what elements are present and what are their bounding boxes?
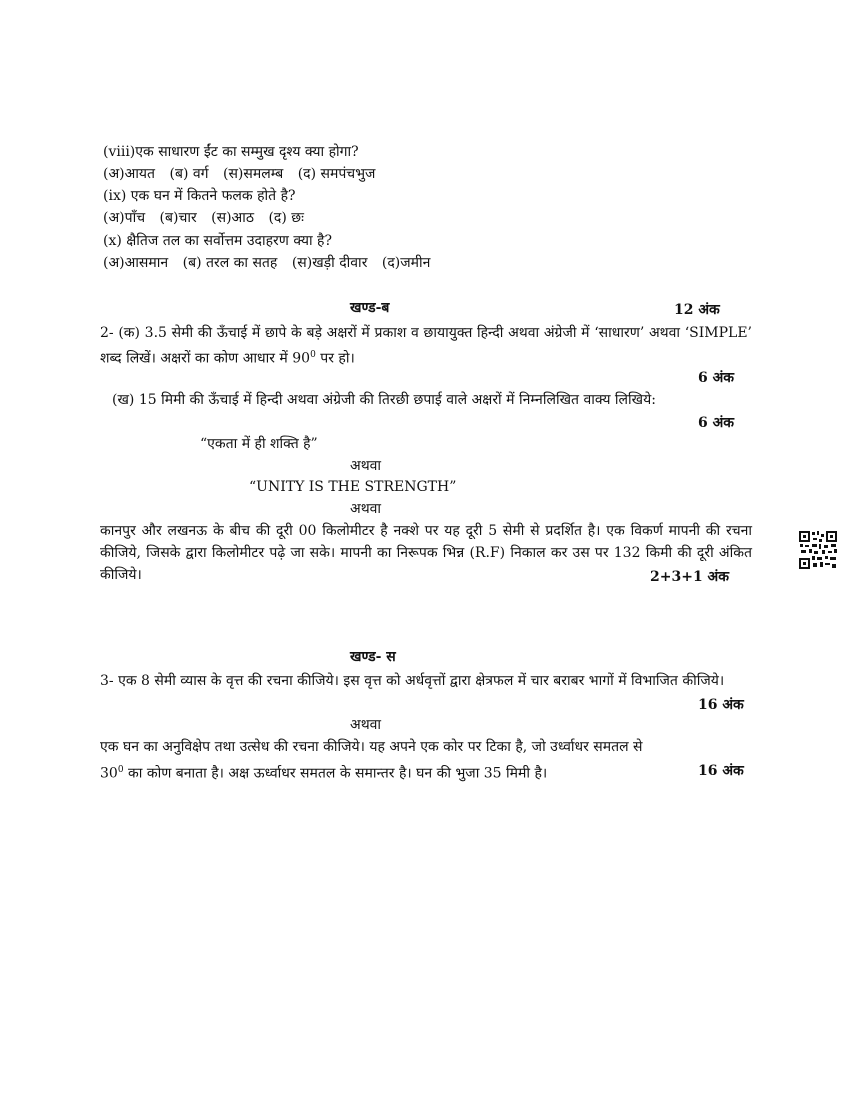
option-a: (अ)आयत — [103, 166, 156, 182]
or-label: अथवा — [350, 717, 382, 733]
option-d: (द) समपंचभुज — [297, 166, 376, 182]
option-b: (ब)चार — [159, 210, 197, 226]
option-d: (द)जमीन — [381, 255, 431, 271]
question-3a: 3- एक 8 सेमी व्यास के वृत्त की रचना कीजिये। इस वृत्त को अर्धवृत्तों द्वारा क्षेत्रफल में चार बराबर भागों में विभाजित कीजिये। — [100, 673, 725, 689]
qr-code-icon — [798, 530, 838, 570]
option-b: (ब) तरल का सतह — [182, 255, 278, 271]
question-text: (viii)एक साधारण ईंट का सम्मुख दृश्य क्या होगा? — [103, 144, 359, 160]
question-3a-marks: 16 अंक — [698, 697, 744, 713]
question-9-options — [103, 209, 314, 227]
question-text: (ix) एक घन में कितने फलक होते है? — [103, 188, 296, 204]
question-3b-line-1: एक घन का अनुविक्षेप तथा उत्सेध की रचना कीजिये। यह अपने एक कोर पर टिका है, जो उर्ध्वाधर समतल से — [100, 739, 643, 755]
option-c: (स)खड़ी दीवार — [291, 255, 368, 271]
question-9 — [103, 187, 296, 205]
question-2c: कानपुर और लखनऊ के बीच की दूरी 00 किलोमीटर है नक्शे पर यह दूरी 5 सेमी से प्रदर्शित है। एक विकर्ण मापनी की रचना कीजिये, जिसके द्वारा किलोमीटर पढ़े जा सके। मापनी का निरूपक भिन्न (R.F) निकाल कर उस पर 132 किमी की दूरी अंकित कीजिये। — [100, 523, 752, 583]
question-8-options — [103, 165, 385, 183]
question-10 — [103, 232, 332, 250]
superscript-degree: 0 — [310, 350, 316, 360]
or-label: अथवा — [350, 458, 382, 474]
english-sentence: “UNITY IS THE STRENGTH” — [249, 479, 457, 495]
section-b-heading: खण्ड-ब — [350, 300, 390, 316]
option-c: (स)समलम्ब — [222, 166, 284, 182]
question-2a: 2- (क) 3.5 सेमी की ऊँचाई में छापे के बड़े अक्षरों में प्रकाश व छायायुक्त हिन्दी अथवा अंग्रेजी में ‘साधारण’ अथवा ‘SIMPLE’ शब्द लिखें। अक्षरों का कोण आधार में $90^0$ पर हो। — [100, 325, 752, 367]
question-2b-marks: 6 अंक — [698, 415, 735, 431]
option-b: (ब) वर्ग — [169, 166, 209, 182]
question-3b-line-2: $30^0$ का कोण बनाता है। अक्ष ऊर्ध्वाधर समतल के समान्तर है। घन की भुजा 35 मिमी है। — [100, 765, 548, 782]
or-label: अथवा — [350, 501, 382, 517]
option-a: (अ)पाँच — [103, 210, 146, 226]
hindi-sentence: “एकता में ही शक्ति है” — [200, 436, 318, 452]
question-2a-marks: 6 अंक — [698, 370, 735, 386]
question-2c-marks: 2+3+1 अंक — [650, 569, 730, 585]
question-2b: (ख) 15 मिमी की ऊँचाई में हिन्दी अथवा अंग्रेजी की तिरछी छपाई वाले अक्षरों में निम्नलिखित वाक्य लिखिये: — [112, 392, 656, 408]
question-3b-marks: 16 अंक — [698, 763, 744, 779]
question-text: (x) क्षैतिज तल का सर्वोत्तम उदाहरण क्या है? — [103, 233, 332, 249]
option-d: (द) छः — [268, 210, 304, 226]
option-a: (अ)आसमान — [103, 255, 169, 271]
question-8 — [103, 143, 359, 161]
section-b-marks: 12 अंक — [674, 302, 720, 318]
option-c: (स)आठ — [211, 210, 255, 226]
superscript-degree: 0 — [117, 765, 124, 775]
section-c-heading: खण्ड- स — [350, 649, 396, 665]
question-10-options — [103, 254, 440, 272]
